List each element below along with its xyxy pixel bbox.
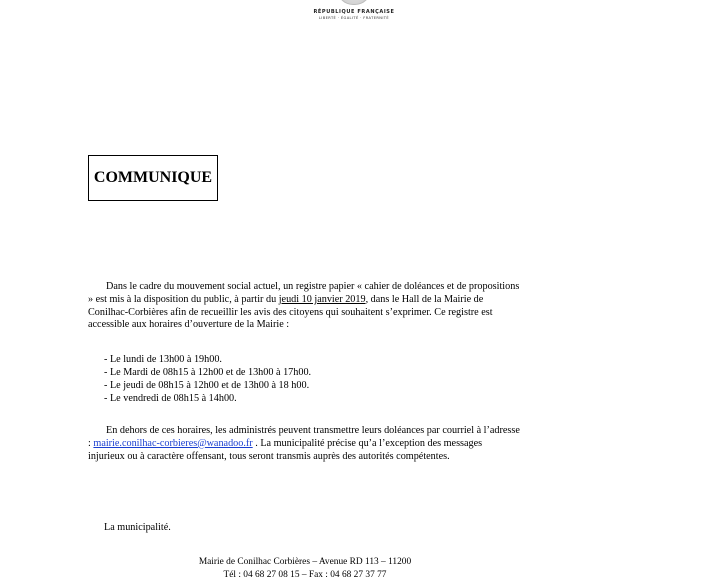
intro-text-end: , dans le Hall de la Mairie de Conilhac-Corbières afin de recueillir les avis des citoyens qui souhaitent s’exprimer. Ce registre est accessible aux horaires d’ouverture de la Mairie : <box>88 293 493 331</box>
contact-paragraph <box>88 425 520 463</box>
footer <box>0 556 610 582</box>
republique-francaise-logo <box>309 0 399 24</box>
contact-text-end: . La municipalité précise qu’a l’exception des messages injurieux ou à caractère offensant, tous seront transmis auprès des autorités compétentes. <box>88 437 483 462</box>
logo-motto-text: LIBERTÉ · ÉGALITÉ · FRATERNITÉ <box>318 16 390 20</box>
email-link[interactable]: mairie.conilhac-corbieres@wanadoo.fr <box>93 437 253 449</box>
hours-item-jeudi: - Le jeudi de 08h15 à 12h00 et de 13h00 à 18 h00. <box>104 380 310 391</box>
hours-item-mardi: - Le Mardi de 08h15 à 12h00 et de 13h00 à 17h00. <box>104 367 312 378</box>
contact-text-start: En dehors de ces horaires, les administrés peuvent transmettre leurs doléances par courriel à l’adresse : <box>88 425 520 449</box>
intro-paragraph <box>88 281 520 332</box>
hours-item-lundi: - Le lundi de 13h00 à 19h00. <box>104 354 222 365</box>
intro-date: jeudi 10 janvier 2019 <box>278 293 366 305</box>
opening-hours-list <box>104 353 311 405</box>
communique-title: COMMUNIQUE <box>88 155 218 201</box>
marianne-emblem-icon <box>337 0 371 5</box>
signature: La municipalité. <box>104 522 171 533</box>
hours-item-vendredi: - Le vendredi de 08h15 à 14h00. <box>104 393 237 404</box>
footer-phone: Tél : 04 68 27 08 15 – Fax : 04 68 27 37 77 <box>223 570 387 580</box>
logo-republique-text: RÉPUBLIQUE FRANÇAISE <box>313 9 395 15</box>
footer-address: Mairie de Conilhac Corbières – Avenue RD 113 – 11200 <box>198 557 412 567</box>
intro-text-start: Dans le cadre du mouvement social actuel, un registre papier « cahier de doléances et de propositions » est mis à la disposition du public, à partir du <box>88 281 520 305</box>
